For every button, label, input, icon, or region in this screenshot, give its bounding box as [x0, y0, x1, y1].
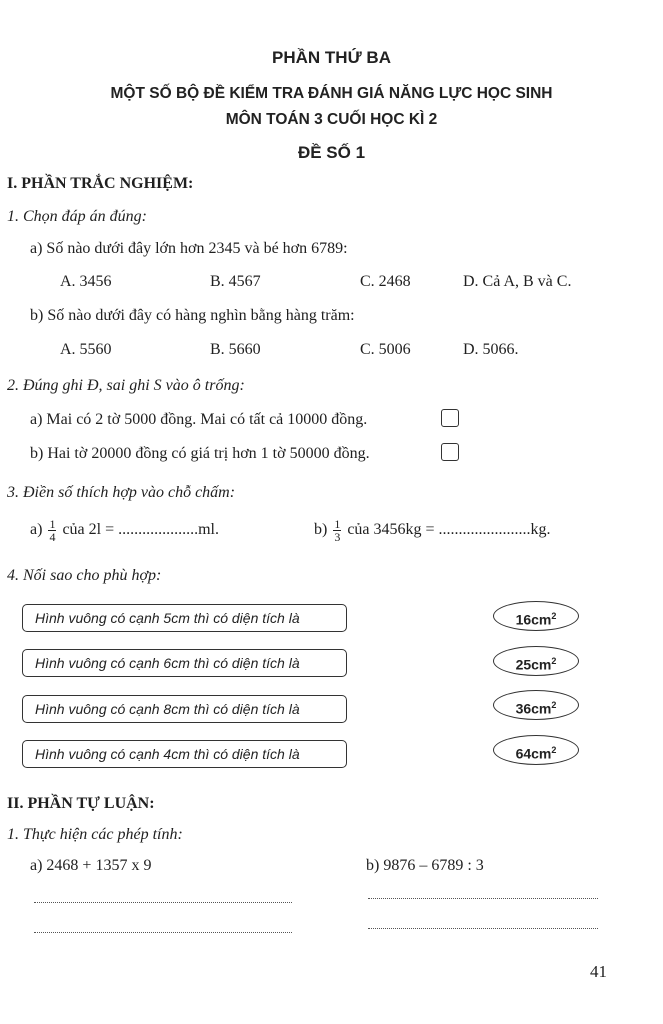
match-right-2[interactable]: [493, 646, 579, 676]
answer-line-b2[interactable]: [368, 928, 598, 929]
match-right-1-value: 16cm: [515, 611, 552, 628]
match-right-4-value: 64cm: [515, 745, 552, 762]
q3b-fraction: [333, 518, 341, 543]
match-right-3-value: 36cm: [515, 700, 552, 717]
q2b-answer-box[interactable]: [441, 443, 459, 461]
match-right-4[interactable]: [493, 735, 579, 765]
match-right-2-exponent: 2: [551, 656, 557, 666]
q2a-statement: a) Mai có 2 tờ 5000 đồng. Mai có tất cả 10000 đồng.: [30, 411, 368, 428]
book-title-line2: MÔN TOÁN 3 CUỐI HỌC KÌ 2: [225, 111, 438, 128]
exam-title: ĐỀ SỐ 1: [297, 143, 366, 162]
q1b-question: b) Số nào dưới đây có hàng nghìn bằng hàng trăm:: [30, 307, 355, 324]
q4-title: 4. Nối sao cho phù hợp:: [7, 567, 162, 584]
match-right-2-value: 25cm: [515, 656, 552, 673]
q1a-option-b: B. 4567: [210, 273, 261, 290]
q1a-question: a) Số nào dưới đây lớn hơn 2345 và bé hơn 6789:: [30, 240, 348, 257]
q2-title: 2. Đúng ghi Đ, sai ghi S vào ô trống:: [7, 377, 245, 394]
q1a-option-d: D. Cả A, B và C.: [463, 273, 572, 290]
answer-line-b1[interactable]: [368, 898, 598, 899]
q1b-option-c: C. 5006: [360, 341, 411, 358]
match-left-3[interactable]: Hình vuông có cạnh 8cm thì có diện tích là: [22, 695, 347, 723]
calc-b: b) 9876 – 6789 : 3: [366, 857, 484, 874]
match-right-4-exponent: 2: [551, 745, 557, 755]
q3b-numerator: 1: [334, 517, 341, 531]
q1b-option-a: A. 5560: [60, 341, 112, 358]
part-title: PHẦN THỨ BA: [272, 48, 391, 67]
q1a-option-c: C. 2468: [360, 273, 411, 290]
match-right-3[interactable]: [493, 690, 579, 720]
page-number: 41: [590, 962, 607, 981]
match-left-1[interactable]: Hình vuông có cạnh 5cm thì có diện tích là: [22, 604, 347, 632]
q1b-option-d: D. 5066.: [463, 341, 519, 358]
q2a-answer-box[interactable]: [441, 409, 459, 427]
section2-q1-title: 1. Thực hiện các phép tính:: [7, 826, 183, 843]
q3a-numerator: 1: [49, 517, 56, 531]
book-title-line1: MỘT SỐ BỘ ĐỀ KIỂM TRA ĐÁNH GIÁ NĂNG LỰC HỌC SINH: [110, 85, 553, 102]
match-right-3-exponent: 2: [551, 700, 557, 710]
match-right-1-exponent: 2: [551, 611, 557, 621]
q3a-fraction: [48, 518, 56, 543]
q1a-option-a: A. 3456: [60, 273, 112, 290]
match-left-4[interactable]: Hình vuông có cạnh 4cm thì có diện tích là: [22, 740, 347, 768]
q1b-option-b: B. 5660: [210, 341, 261, 358]
q3a-prefix: a): [30, 521, 43, 539]
q3b-item: [314, 518, 551, 543]
match-left-2[interactable]: Hình vuông có cạnh 6cm thì có diện tích là: [22, 649, 347, 677]
calc-a: a) 2468 + 1357 x 9: [30, 857, 152, 874]
answer-line-a2[interactable]: [34, 932, 292, 933]
q3b-denominator: 3: [334, 530, 341, 544]
q3a-denominator: 4: [49, 530, 56, 544]
q3b-prefix: b): [314, 521, 328, 539]
match-right-1[interactable]: [493, 601, 579, 631]
section1-heading: I. PHẦN TRẮC NGHIỆM:: [7, 175, 194, 192]
q3a-item: [30, 518, 219, 543]
q3b-text: của 3456kg = .......................kg.: [347, 521, 551, 539]
q2b-statement: b) Hai tờ 20000 đồng có giá trị hơn 1 tờ 50000 đồng.: [30, 445, 370, 462]
section2-heading: II. PHẦN TỰ LUẬN:: [7, 795, 155, 812]
q3a-text: của 2l = ....................ml.: [62, 521, 219, 539]
q3-title: 3. Điền số thích hợp vào chỗ chấm:: [7, 484, 236, 501]
q1-title: 1. Chọn đáp án đúng:: [7, 208, 147, 225]
answer-line-a1[interactable]: [34, 902, 292, 903]
